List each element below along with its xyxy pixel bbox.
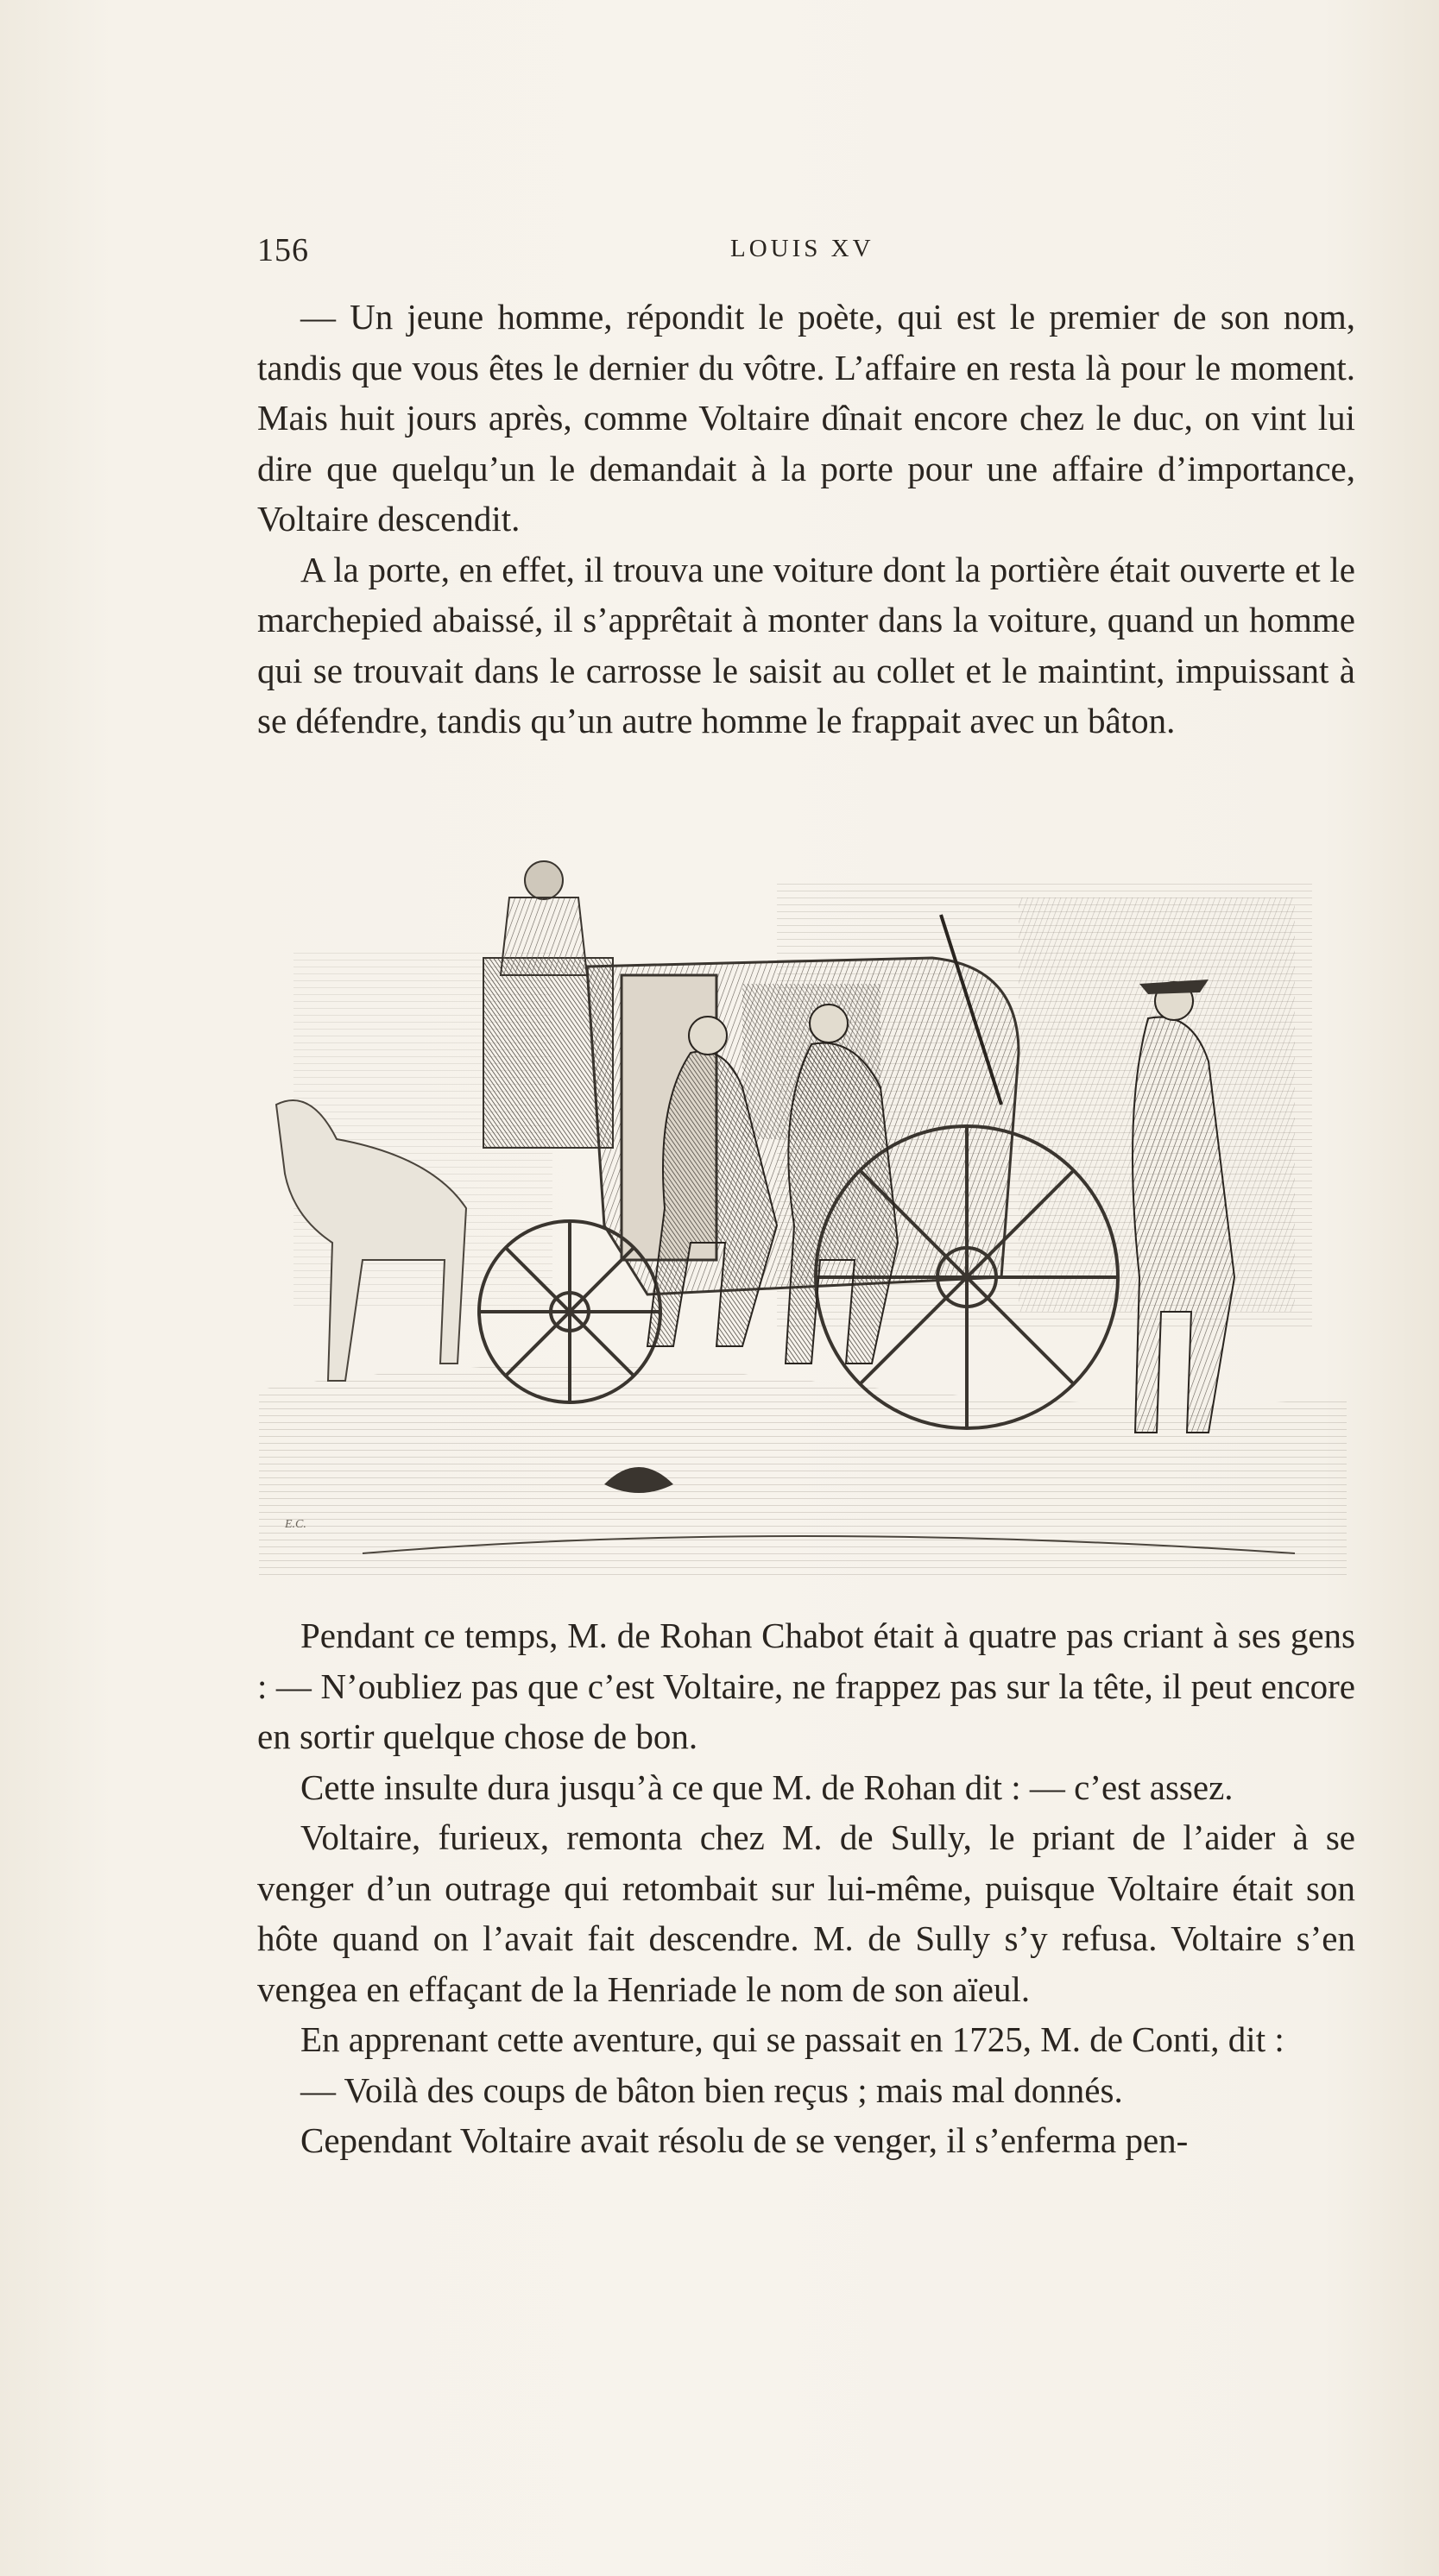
running-title: LOUIS XV — [730, 235, 874, 262]
engraving-carriage-scene-icon — [259, 828, 1347, 1579]
paragraph: — Voilà des coups de bâton bien reçus ; mais mal donnés. — [300, 2069, 1123, 2110]
paragraph: — Un jeune homme, répondit le poète, qui est le premier de son nom, tandis que vous êtes le dernier du vôtre. L’affaire en resta là pour le moment. Mais huit jours après, comme Voltaire dînait encore chez le duc, on vint lui dire que quelqu’un le demandait à la porte pour une affaire d’importance, Voltaire descendit. — [257, 297, 1355, 539]
paragraph: Voltaire, furieux, remonta chez M. de Sully, le priant de l’aider à se venger d’un outrage qui retombait sur lui-même, puisque Voltaire était son hôte quand on l’avait fait descendre. M. de Sully s’y refusa. Voltaire s’en vengea en effaçant de la Henriade le nom de son aïeul. — [257, 1817, 1355, 2009]
paragraph: A la porte, en effet, il trouva une voiture dont la portière était ouverte et le marchepied abaissé, il s’apprêtait à monter dans la voiture, quand un homme qui se trouvait dans le carrosse le saisit au collet et le maintint, impuissant à se défendre, tandis qu’un autre homme le frappait avec un bâton. — [257, 549, 1355, 740]
body-text-top — [257, 292, 1355, 746]
body-text-bottom — [257, 1610, 1355, 2166]
page-number: 156 — [257, 232, 309, 268]
page-header — [257, 231, 1355, 271]
paragraph: Cette insulte dura jusqu’à ce que M. de Rohan dit : — c’est assez. — [300, 1767, 1234, 1807]
paragraph: En apprenant cette aventure, qui se passait en 1725, M. de Conti, dit : — [300, 2019, 1284, 2059]
paragraph: Pendant ce temps, M. de Rohan Chabot était à quatre pas criant à ses gens : — N’oubliez pas que c’est Voltaire, ne frappez pas sur la tête, il peut encore en sortir quelque chose de bon. — [257, 1616, 1355, 1756]
paragraph: Cependant Voltaire avait résolu de se venger, il s’enferma pen- — [300, 2120, 1189, 2160]
svg-text:E.C.: E.C. — [285, 1518, 306, 1531]
